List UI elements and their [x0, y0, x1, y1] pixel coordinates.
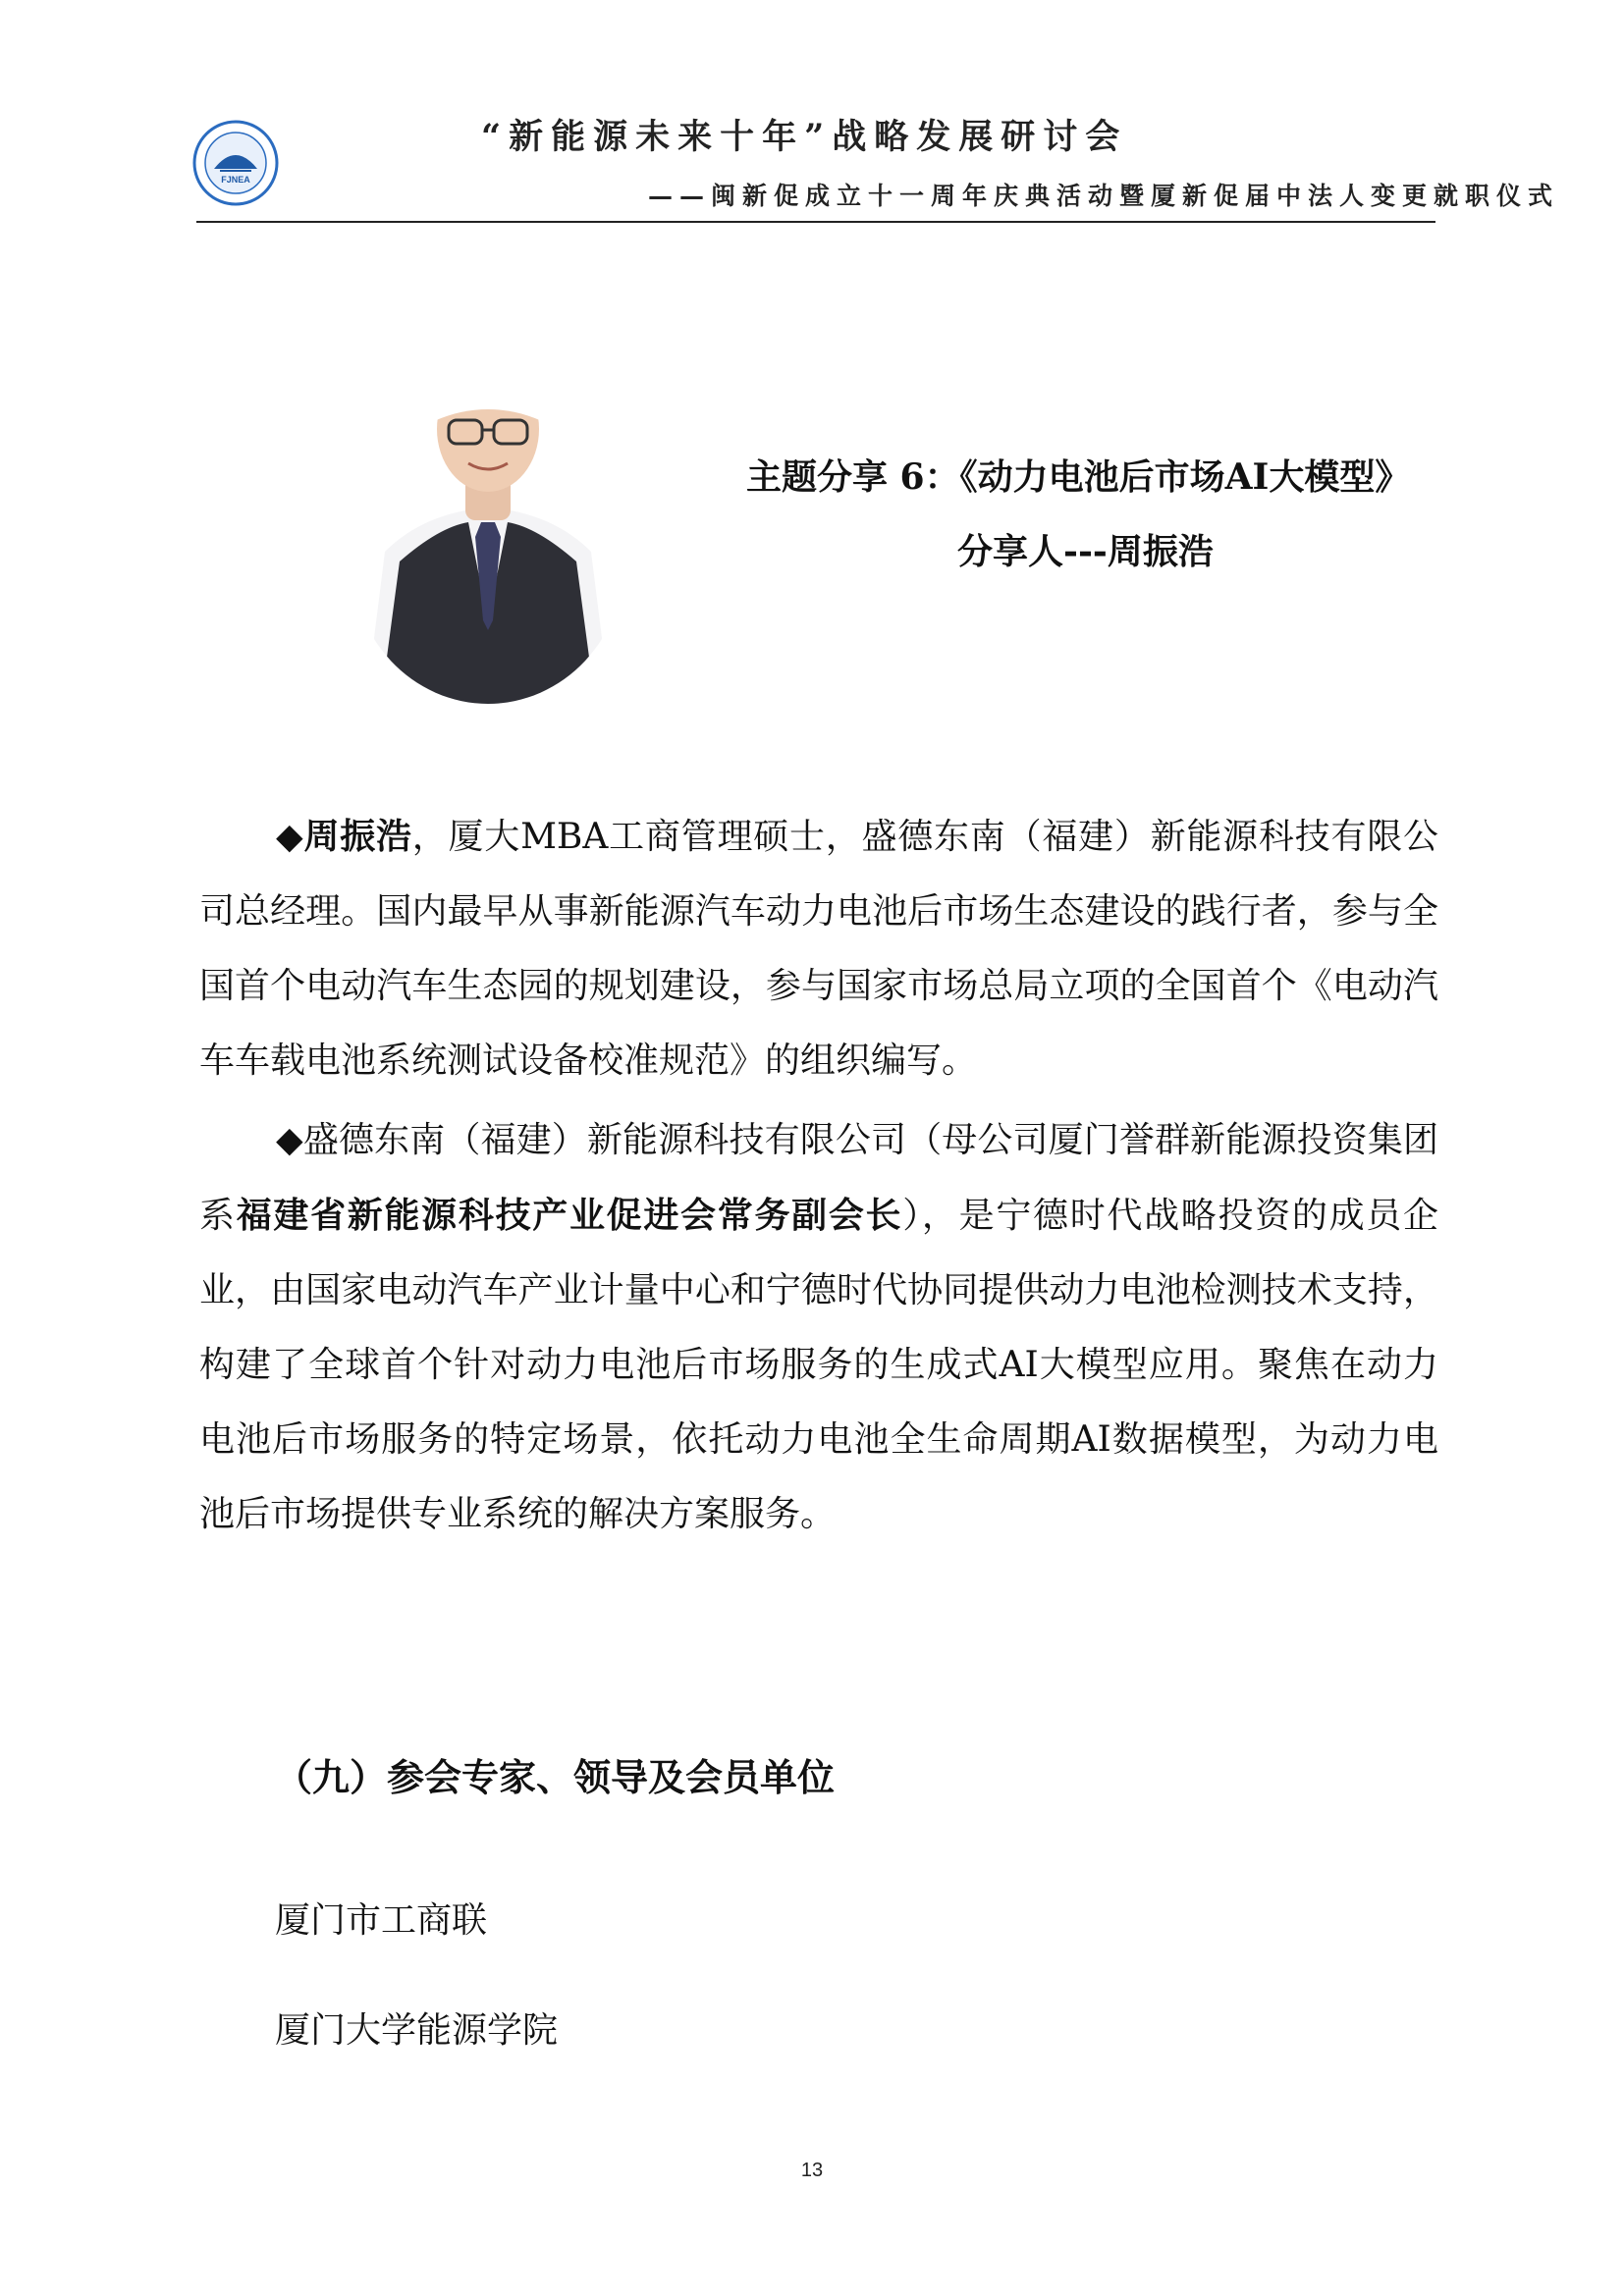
bio-paragraph-2	[199, 1103, 1438, 1552]
speaker-name: 周振浩	[303, 816, 412, 857]
bullet-icon: ◆	[276, 1120, 303, 1160]
header-divider	[196, 221, 1435, 223]
header-subtitle: ——闽新促成立十一周年庆典活动暨厦新促届中法人变更就职仪式	[648, 182, 1560, 210]
header-title: “新能源未来十年”战略发展研讨会	[481, 117, 1128, 157]
bio-paragraph-2-text-b: ），是宁德时代战略投资的成员企业，由国家电动汽车产业计量中心和宁德时代协同提供动力电池检测技术支持，构建了全球首个针对动力电池后市场服务的生成式AI大模型应用。聚焦在动力电池后市场服务的特定场景，依托动力电池全生命周期AI数据模型，为动力电池后市场提供专业系统的解决方案服务。	[199, 1196, 1438, 1534]
section-heading: （九）参会专家、领导及会员单位	[275, 1755, 836, 1799]
logo-text: FJNEA	[221, 175, 250, 185]
org-item: 厦门大学能源学院	[275, 2010, 559, 2051]
speaker-portrait	[346, 326, 630, 709]
association-logo	[192, 120, 279, 206]
talk-title: 主题分享 6：《动力电池后市场AI大模型》	[746, 456, 1411, 498]
bullet-icon: ◆	[276, 817, 304, 857]
bio-paragraph-2-bold: 福建省新能源科技产业促进会常务副会长	[236, 1195, 903, 1236]
bio-paragraph-1	[199, 799, 1438, 1098]
talk-speaker: 分享人---周振浩	[957, 531, 1214, 572]
bio-paragraph-2-text-a: 盛德东南（福建）新能源科技有限公司（母公司厦门誉群新能源投资集团系	[199, 1120, 1438, 1236]
bio-paragraph-1-text: ，厦大MBA工商管理硕士，盛德东南（福建）新能源科技有限公司总经理。国内最早从事新能源汽车动力电池后市场生态建设的践行者，参与全国首个电动汽车生态园的规划建设，参与国家市场总局立项的全国首个《电动汽车车载电池系统测试设备校准规范》的组织编写。	[199, 817, 1438, 1081]
page-number: 13	[800, 2160, 824, 2181]
org-item: 厦门市工商联	[275, 1900, 488, 1941]
